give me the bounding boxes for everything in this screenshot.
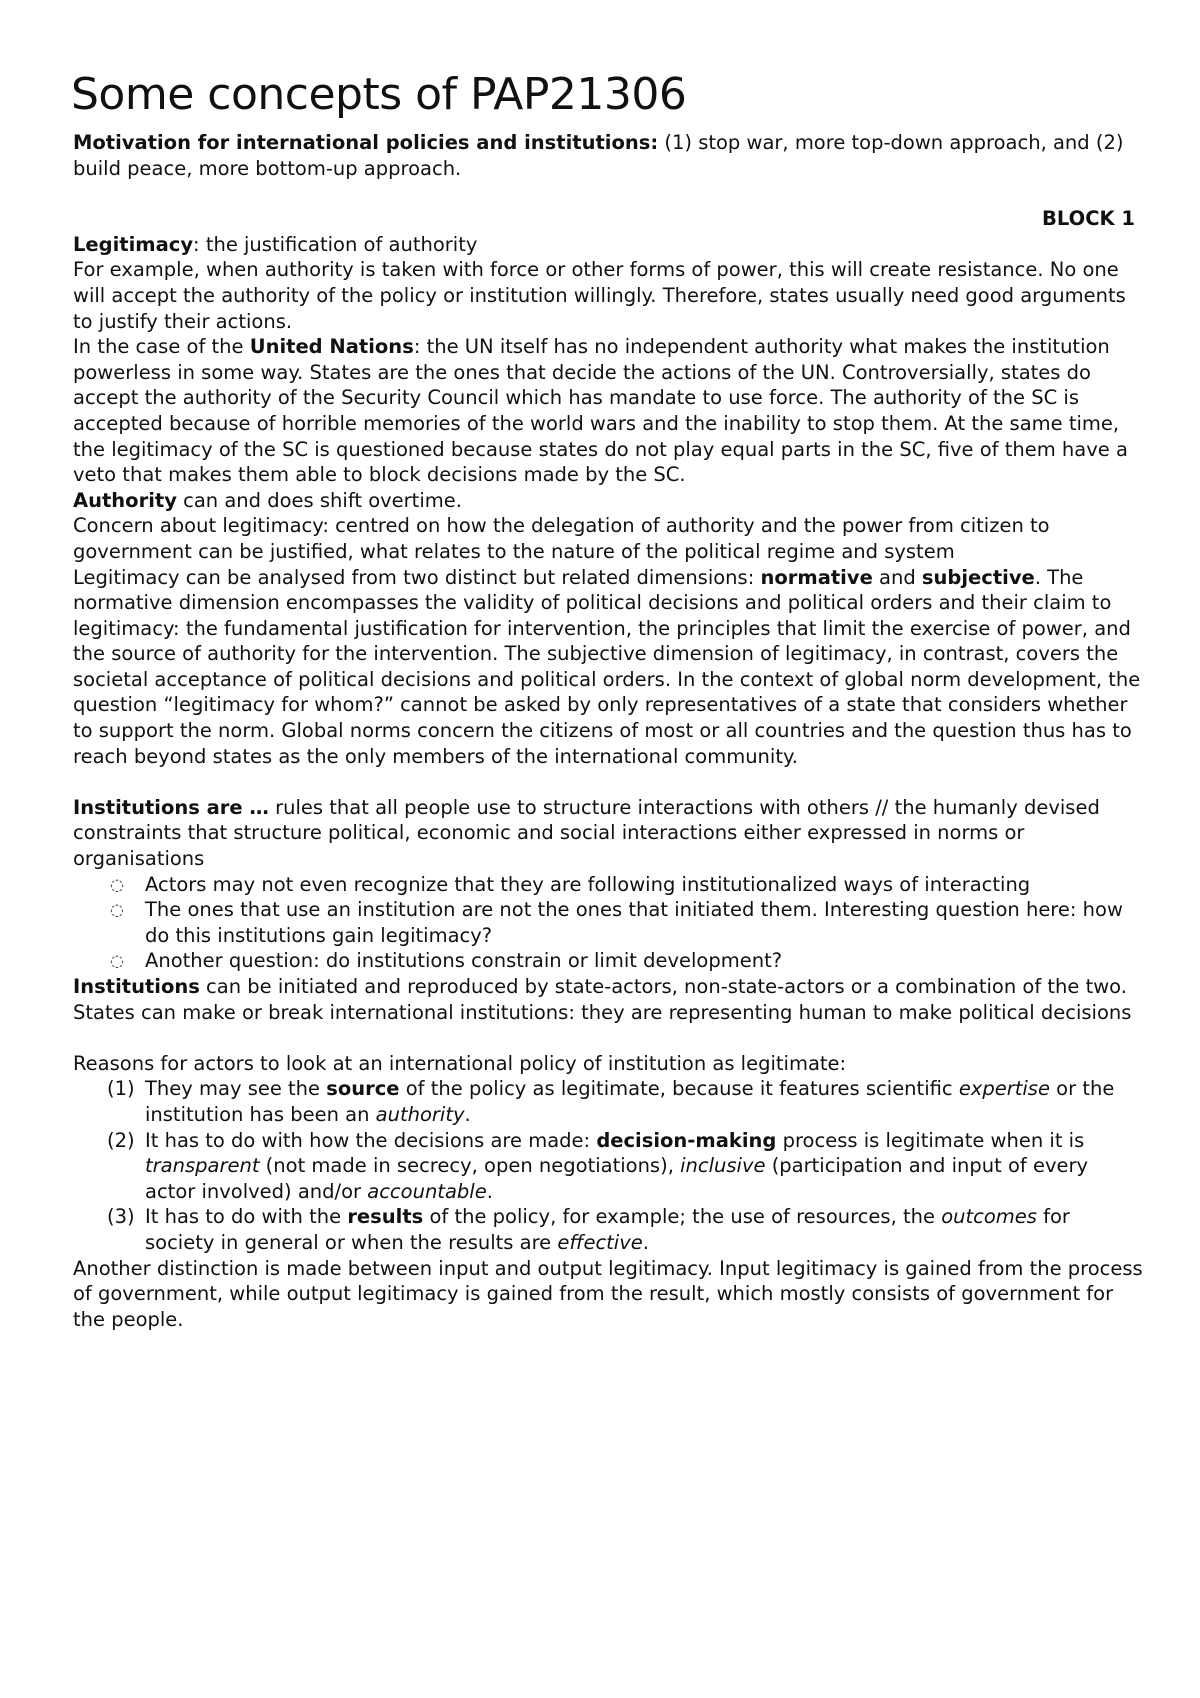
list-number: (1): [107, 1077, 135, 1101]
reason-italic: inclusive: [680, 1154, 766, 1178]
list-number: (3): [107, 1205, 135, 1229]
reason-text: (participation and input of every actor involved) and/or: [145, 1154, 1089, 1203]
bullet-text: Actors may not even recognize that they are following institutionalized ways of interacting: [145, 872, 1031, 896]
un-pre: In the case of the: [73, 335, 250, 359]
page-title: Some concepts of PAP21306: [71, 69, 687, 120]
reason-text: .: [486, 1179, 493, 1203]
reason-text: (not made in secrecy, open negotiations),: [259, 1154, 681, 1178]
institutions-term2: Institutions: [73, 975, 200, 998]
motivation-paragraph: [73, 130, 1143, 181]
dim-and: and: [872, 565, 922, 589]
institutions-initiated: [73, 974, 1143, 1000]
reason-text: of the policy as legitimate, because it features scientific: [399, 1077, 959, 1101]
legitimacy-definition-text: : the justification of authority: [193, 232, 478, 256]
motivation-label: Motivation for international policies and institutions:: [73, 131, 659, 154]
reason-text: for society in general or when the results are: [145, 1205, 1070, 1254]
closing-paragraph: Another distinction is made between input and output legitimacy. Input legitimacy is gained from the process of government, while output legitimacy is gained from the result, which mostly consists of government for the people.: [73, 1256, 1143, 1331]
motivation-text: (1) stop war, more top-down approach, and (2) build peace, more bottom-up approach.: [73, 131, 1124, 180]
reasons-intro: Reasons for actors to look at an international policy of institution as legitimate:: [73, 1051, 847, 1075]
block-label: BLOCK 1: [1042, 207, 1135, 231]
reason-text: or the institution has been an: [145, 1077, 1115, 1126]
reason-italic: accountable: [367, 1179, 487, 1203]
list-item: [110, 872, 1143, 898]
institutions-definition-text: rules that all people use to structure interactions with others // the humanly devised constraints that structure political, economic and social interactions either expressed in norms or organisations: [73, 795, 1100, 871]
reason-text: .: [642, 1230, 649, 1254]
spacer: [73, 769, 1143, 795]
institutions-term: Institutions are …: [73, 795, 269, 819]
reason-text: of the policy, for example; the use of resources, the: [423, 1205, 942, 1229]
circle-bullet-icon: ◌: [110, 874, 124, 894]
reason-italic: effective: [557, 1230, 643, 1254]
reason-italic: outcomes: [941, 1205, 1037, 1229]
reason-italic: authority: [375, 1102, 465, 1126]
legitimacy-term: Legitimacy: [73, 232, 194, 256]
institutions-bullet-list: [73, 872, 1143, 974]
reason-text: It has to do with how the decisions are made:: [145, 1128, 597, 1152]
reason-text: process is legitimate when it is: [776, 1128, 1085, 1152]
concern-paragraph: Concern about legitimacy: centred on how the delegation of authority and the power from citizen to government can be justified, what relates to the nature of the political regime and system: [73, 514, 1050, 563]
document-body: [73, 130, 1143, 1332]
un-term: United Nations: [249, 335, 414, 359]
legitimacy-example: For example, when authority is taken with force or other forms of power, this will create resistance. No one will accept the authority of the policy or institution willingly. Therefore, states usually need good arguments to justify their actions.: [73, 258, 1126, 333]
spacer: [73, 1025, 1143, 1051]
circle-bullet-icon: ◌: [110, 951, 124, 971]
reason-bold: source: [326, 1077, 400, 1101]
reason-italic: expertise: [958, 1077, 1050, 1101]
circle-bullet-icon: ◌: [110, 900, 124, 920]
institutions-text2: can be initiated and reproduced by state-actors, non-state-actors or a combination of the two.: [199, 975, 1127, 998]
dim-text: . The normative dimension encompasses the validity of political decisions and political orders and their claim to legitimacy: the fundamental justification for intervention, the principles that limit the exercise of power, and the source of authority for the intervention. The subjective dimension of legitimacy, in contrast, covers the societal acceptance of political decisions and political orders. In the context of global norm development, the question “legitimacy for whom?” cannot be asked by only representatives of a state that considers whether to support the norm. Global norms concern the citizens of most or all countries and the question thus has to reach beyond states as the only members of the international community.: [73, 565, 1141, 768]
reason-text: They may see the: [145, 1077, 327, 1101]
bullet-text: The ones that use an institution are not the ones that initiated them. Interesting question here: how do this institutions gain legitimacy?: [145, 898, 1123, 947]
dim-pre: Legitimacy can be analysed from two distinct but related dimensions:: [73, 565, 761, 589]
dim-subjective: subjective: [921, 565, 1035, 589]
list-item: [110, 897, 1143, 948]
institutions-definition: [73, 795, 1143, 872]
dim-normative: normative: [760, 565, 873, 589]
reason-italic: transparent: [145, 1154, 260, 1178]
legitimacy-definition: [73, 232, 1143, 258]
reasons-list: [73, 1076, 1143, 1255]
list-item: [107, 1128, 1143, 1205]
list-item: [107, 1204, 1143, 1255]
dimensions-paragraph: [73, 565, 1143, 770]
authority-term: Authority: [73, 488, 177, 512]
reason-bold: results: [347, 1205, 424, 1229]
list-item: [110, 948, 1143, 974]
states-paragraph: States can make or break international institutions: they are representing human to make political decisions: [73, 1000, 1132, 1024]
authority-text: can and does shift overtime.: [176, 488, 462, 512]
reason-text: .: [464, 1102, 471, 1126]
bullet-text: Another question: do institutions constrain or limit development?: [145, 949, 783, 973]
un-paragraph: [73, 334, 1143, 488]
reason-text: It has to do with the: [145, 1205, 348, 1229]
un-text: : the UN itself has no independent authority what makes the institution powerless in some way. States are the ones that decide the actions of the UN. Controversially, states do accept the authority of the Security Council which has mandate to use force. The authority of the SC is accepted because of horrible memories of the world wars and the inability to stop them. At the same time, the legitimacy of the SC is questioned because states do not play equal parts in the SC, five of them have a veto that makes them able to block decisions made by the SC.: [73, 335, 1128, 487]
authority-paragraph: [73, 488, 1143, 514]
reason-bold: decision-making: [596, 1128, 777, 1152]
list-item: [107, 1076, 1143, 1127]
list-number: (2): [107, 1128, 135, 1152]
